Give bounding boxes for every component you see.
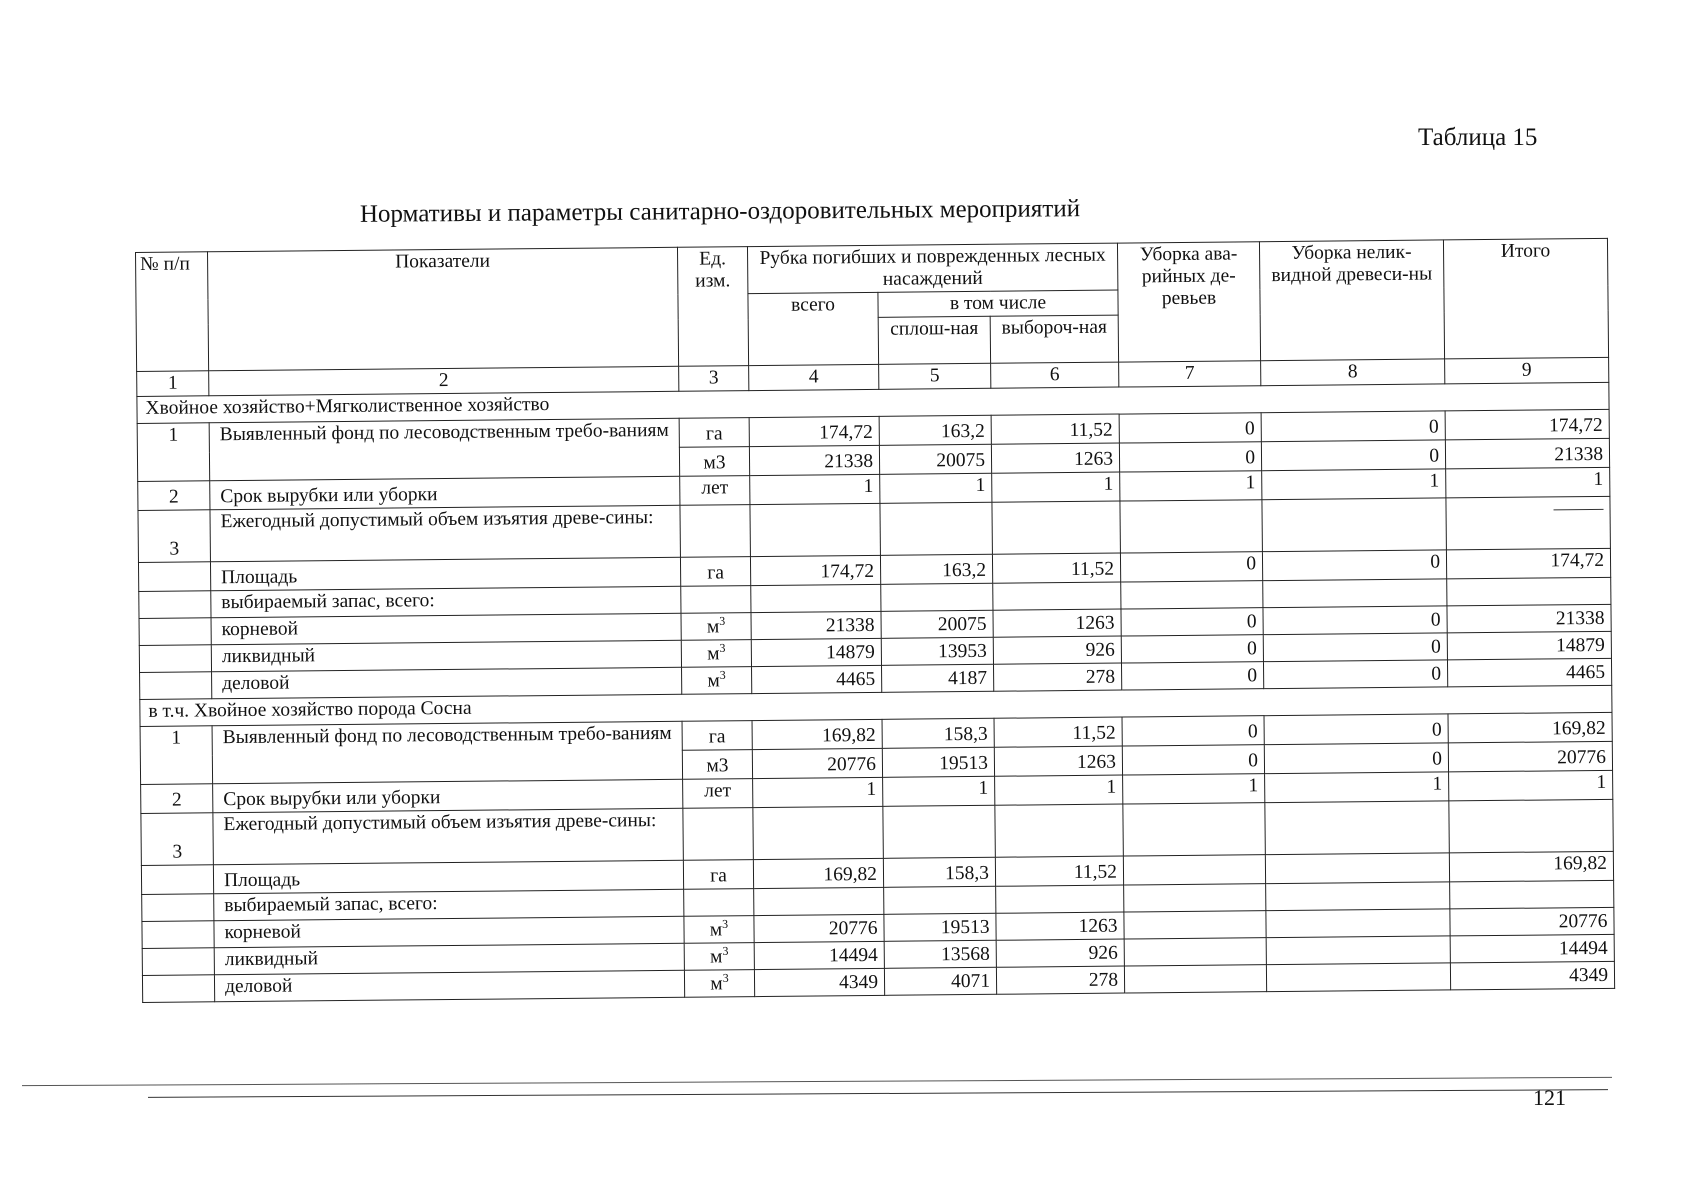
header-sum: Итого <box>1443 238 1608 359</box>
value-cell: 14494 <box>754 941 884 969</box>
empty-cell <box>1263 579 1447 608</box>
value-cell: 1 <box>883 776 995 806</box>
value-cell: 0 <box>1261 440 1445 471</box>
header-including: в том числе <box>878 290 1118 317</box>
value-cell: 11,52 <box>995 856 1123 886</box>
value-cell: 1 <box>750 474 880 504</box>
row-label: Срок вырубки или уборки <box>213 779 683 813</box>
unit-cell: га <box>682 721 752 751</box>
value-cell: 21338 <box>751 611 881 639</box>
row-number: 1 <box>137 423 210 482</box>
value-cell: 1 <box>880 473 992 503</box>
value-cell: 21338 <box>1445 438 1609 469</box>
empty-cell <box>139 618 211 646</box>
row-number: 2 <box>141 784 213 814</box>
value-cell: 4187 <box>882 664 994 692</box>
value-cell: 169,82 <box>753 858 883 888</box>
empty-cell <box>142 948 214 976</box>
empty-cell <box>684 889 754 917</box>
value-cell: 169,82 <box>1449 851 1613 882</box>
unit-cell <box>682 667 752 695</box>
row-label: Ежегодный допустимый объем изъятия древе-сины: <box>213 808 683 865</box>
value-cell: 1263 <box>991 443 1119 473</box>
column-number: 5 <box>879 363 991 389</box>
row-label: Площадь <box>210 557 680 591</box>
value-cell: 14879 <box>751 638 881 666</box>
value-cell: 163,2 <box>880 554 992 584</box>
value-cell: 0 <box>1263 606 1447 635</box>
value-cell: 0 <box>1121 608 1263 636</box>
unit-cell: лет <box>683 779 753 809</box>
unit-text: м <box>706 616 720 638</box>
empty-cell <box>1124 884 1266 912</box>
value-cell: 0 <box>1122 716 1264 746</box>
value-cell: 20776 <box>754 914 884 942</box>
value-cell: 0 <box>1121 662 1263 690</box>
value-cell: 1 <box>1449 770 1613 801</box>
value-cell: 158,3 <box>883 857 995 887</box>
row-label: корневой <box>211 613 681 645</box>
value-cell: 20075 <box>879 444 991 474</box>
value-cell: 19513 <box>882 747 994 777</box>
value-cell: 20075 <box>881 610 993 638</box>
row-label: ликвидный <box>214 943 684 975</box>
column-number: 7 <box>1119 361 1261 387</box>
value-cell: 0 <box>1119 413 1261 443</box>
unit-text: м <box>709 919 723 941</box>
row-label: деловой <box>212 667 682 699</box>
empty-cell <box>750 503 880 556</box>
dash-cell <box>1446 496 1610 550</box>
empty-cell <box>1447 577 1611 606</box>
value-cell <box>1124 965 1266 993</box>
empty-cell <box>139 591 211 619</box>
header-felling: Рубка погибших и поврежденных лесных насаждений <box>747 243 1117 294</box>
column-number: 2 <box>209 366 679 396</box>
value-cell: 1 <box>1120 471 1262 501</box>
empty-cell <box>138 562 210 592</box>
sanitary-measures-table <box>135 238 1615 1003</box>
empty-cell <box>142 894 214 922</box>
empty-cell <box>754 887 884 915</box>
value-cell: 1 <box>1123 774 1265 804</box>
header-windfall: Уборка ава-рийных де-ревьев <box>1117 242 1260 362</box>
row-number: 3 <box>138 510 210 563</box>
value-cell: 11,52 <box>991 414 1119 444</box>
value-cell <box>1123 855 1265 885</box>
empty-cell <box>1450 880 1614 909</box>
footer-rule <box>22 1077 1612 1086</box>
row-label: корневой <box>214 916 684 948</box>
value-cell: 20776 <box>1448 741 1612 772</box>
empty-cell <box>139 645 211 673</box>
value-cell: 174,72 <box>1446 548 1610 579</box>
unit-cell <box>684 916 754 944</box>
row-label: Срок вырубки или уборки <box>210 476 680 510</box>
header-unit: Ед. изм. <box>677 247 748 367</box>
row-label: Выявленный фонд по лесоводственным требо-ваниям <box>212 721 683 784</box>
value-cell: 11,52 <box>994 717 1122 747</box>
empty-cell <box>880 502 992 555</box>
empty-cell <box>1265 801 1449 855</box>
value-cell: 1263 <box>996 912 1124 940</box>
value-cell: 21338 <box>749 445 879 475</box>
column-number: 3 <box>679 366 749 392</box>
value-cell: 1263 <box>993 609 1121 637</box>
unit-superscript: 3 <box>722 943 729 958</box>
unit-cell <box>681 613 751 641</box>
empty-cell <box>881 583 993 611</box>
value-cell: 20776 <box>752 748 882 778</box>
unit-superscript: 3 <box>719 613 726 628</box>
value-cell: 163,2 <box>879 415 991 445</box>
empty-cell <box>751 584 881 612</box>
header-num: № п/п <box>136 252 209 372</box>
unit-superscript: 3 <box>719 640 726 655</box>
dash-mark <box>1554 509 1604 510</box>
value-cell: 0 <box>1262 550 1446 581</box>
row-label: Ежегодный допустимый объем изъятия древе-сины: <box>210 505 680 562</box>
value-cell: 174,72 <box>1445 409 1609 440</box>
empty-cell <box>1120 500 1262 553</box>
value-cell: 4349 <box>1450 961 1614 990</box>
empty-cell <box>140 672 212 700</box>
unit-cell <box>684 943 754 971</box>
unit-text: м <box>707 670 720 692</box>
unit-cell: лет <box>680 476 750 506</box>
empty-cell <box>1266 882 1450 911</box>
row-label: выбираемый запас, всего: <box>214 889 684 921</box>
empty-cell <box>1121 581 1263 609</box>
unit-cell <box>681 640 751 668</box>
row-label: ликвидный <box>211 640 681 672</box>
value-cell <box>1266 909 1450 938</box>
empty-cell <box>993 582 1121 610</box>
row-label: Выявленный фонд по лесоводственным требо-ваниям <box>209 418 680 481</box>
column-number: 4 <box>749 364 879 390</box>
value-cell <box>1265 853 1449 884</box>
unit-cell: га <box>683 860 753 890</box>
value-cell: 20776 <box>1450 907 1614 936</box>
empty-cell <box>683 808 753 861</box>
empty-cell <box>142 975 214 1003</box>
column-number: 1 <box>137 371 209 397</box>
unit-superscript: 3 <box>722 916 729 931</box>
value-cell: 1 <box>995 775 1123 805</box>
value-cell: 21338 <box>1447 604 1611 633</box>
value-cell: 926 <box>993 636 1121 664</box>
column-number: 9 <box>1445 357 1609 384</box>
empty-cell <box>1449 799 1613 853</box>
value-cell: 14879 <box>1447 631 1611 660</box>
empty-cell <box>1123 803 1265 856</box>
empty-cell <box>1262 498 1446 552</box>
value-cell: 278 <box>996 966 1124 994</box>
value-cell: 169,82 <box>1448 712 1612 743</box>
row-number: 1 <box>140 726 213 785</box>
empty-cell <box>884 886 996 914</box>
unit-text: м <box>710 946 723 968</box>
value-cell: 1 <box>1265 772 1449 803</box>
value-cell: 0 <box>1122 745 1264 775</box>
unit-cell <box>684 970 754 998</box>
value-cell: 0 <box>1121 635 1263 663</box>
value-cell: 0 <box>1261 411 1445 442</box>
value-cell <box>1124 911 1266 939</box>
column-number: 8 <box>1261 359 1445 386</box>
footer-rule-inner <box>148 1089 1608 1098</box>
row-label: деловой <box>214 970 684 1002</box>
value-cell <box>1124 938 1266 966</box>
row-number: 2 <box>138 481 210 511</box>
empty-cell <box>883 805 995 858</box>
empty-cell <box>141 865 213 895</box>
unit-superscript: 3 <box>719 667 726 682</box>
value-cell: 0 <box>1119 442 1261 472</box>
value-cell <box>1266 936 1450 965</box>
value-cell: 169,82 <box>752 719 882 749</box>
value-cell: 0 <box>1264 743 1448 774</box>
value-cell: 1 <box>753 777 883 807</box>
value-cell: 19513 <box>884 913 996 941</box>
value-cell: 1 <box>992 472 1120 502</box>
unit-cell: м3 <box>682 750 752 780</box>
unit-cell: м3 <box>679 447 749 477</box>
empty-cell <box>753 806 883 859</box>
header-unmarketable: Уборка нелик-видной древеси-ны <box>1259 240 1444 361</box>
row-label: выбираемый запас, всего: <box>211 586 681 618</box>
data-table-wrapper <box>135 238 1614 1003</box>
value-cell: 4465 <box>752 665 882 693</box>
row-number: 3 <box>141 813 213 866</box>
value-cell: 13568 <box>884 940 996 968</box>
value-cell: 0 <box>1120 552 1262 582</box>
value-cell: 4349 <box>754 968 884 996</box>
header-selective: выбороч-ная <box>990 315 1118 363</box>
value-cell <box>1266 963 1450 992</box>
page-number: 121 <box>1533 1085 1566 1110</box>
value-cell: 174,72 <box>749 416 879 446</box>
value-cell: 11,52 <box>992 553 1120 583</box>
empty-cell <box>680 505 750 558</box>
table-caption: Таблица 15 <box>1418 124 1538 151</box>
unit-text: м <box>710 973 723 995</box>
value-cell: 1 <box>1446 467 1610 498</box>
value-cell: 13953 <box>881 637 993 665</box>
value-cell: 174,72 <box>750 555 880 585</box>
empty-cell <box>992 501 1120 554</box>
value-cell: 14494 <box>1450 934 1614 963</box>
empty-cell <box>142 921 214 949</box>
value-cell: 4465 <box>1447 658 1611 687</box>
value-cell: 158,3 <box>882 718 994 748</box>
unit-superscript: 3 <box>722 970 729 985</box>
empty-cell <box>681 586 751 614</box>
value-cell: 1263 <box>994 746 1122 776</box>
value-cell: 0 <box>1263 633 1447 662</box>
header-row <box>136 238 1608 299</box>
value-cell: 926 <box>996 939 1124 967</box>
document-title: Нормативы и параметры санитарно-оздоровительных мероприятий <box>359 195 1081 228</box>
value-cell: 4071 <box>884 967 996 995</box>
value-cell: 1 <box>1262 469 1446 500</box>
header-indicator: Показатели <box>208 247 679 371</box>
section-title: Хвойное хозяйство+Мягколиственное хозяйство <box>137 382 1609 423</box>
empty-cell <box>996 885 1124 913</box>
column-number: 6 <box>991 362 1119 388</box>
unit-cell: га <box>680 557 750 587</box>
row-label: Площадь <box>213 860 683 894</box>
value-cell: 278 <box>993 663 1121 691</box>
value-cell: 0 <box>1263 660 1447 689</box>
unit-cell: га <box>679 418 749 448</box>
value-cell: 0 <box>1264 714 1448 745</box>
header-clear: сплош-ная <box>878 316 990 364</box>
empty-cell <box>995 804 1123 857</box>
header-total: всего <box>748 292 879 365</box>
unit-text: м <box>707 643 720 665</box>
section-title: в т.ч. Хвойное хозяйство порода Сосна <box>140 685 1612 726</box>
